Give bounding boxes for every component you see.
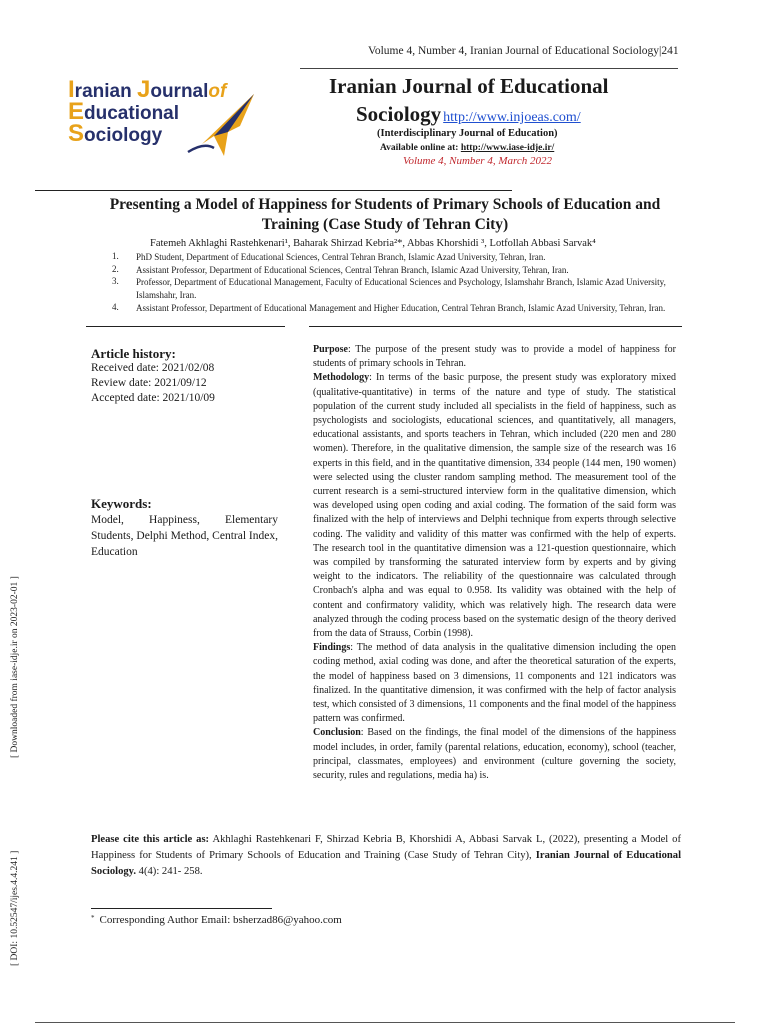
running-head: Volume 4, Number 4, Iranian Journal of Educational Sociology|241	[368, 45, 679, 57]
article-history-heading: Article history:	[91, 346, 176, 361]
journal-subtitle: (Interdisciplinary Journal of Education)	[377, 128, 558, 139]
logo-line-3: Sociology	[68, 120, 163, 147]
doi-stamp: [ DOI: 10.52547/ijes.4.4.241 ]	[10, 850, 20, 966]
methodology-label: Methodology	[313, 372, 370, 384]
abstract	[313, 343, 676, 783]
keywords-text: Model, Happiness, Elementary Students, Delphi Method, Central Index, Education	[91, 514, 278, 558]
logo-line-2: Educational	[68, 98, 180, 125]
footer-rule	[35, 1022, 735, 1023]
left-column-rule	[86, 326, 285, 327]
journal-title-line2: Sociology http://www.injoeas.com/	[356, 102, 581, 126]
conclusion-label: Conclusion	[313, 727, 361, 739]
footnote-rule	[91, 908, 272, 909]
pen-nib-icon	[184, 92, 256, 160]
logo-line-1: Iranian Journalof	[68, 76, 227, 103]
conclusion-text: : Based on the findings, the final model of the dimensions of the happiness model includes, in order, family (parental relations, education, economy), school (teacher, principal, classmates, employees) and environment (culture governing the society, security, rules and regulations, media ha) is.	[313, 727, 676, 782]
citation-pages: 4(4): 241- 258.	[136, 866, 203, 877]
purpose-label: Purpose	[313, 344, 348, 355]
available-url-link[interactable]: http://www.iase-idje.ir/	[460, 143, 555, 153]
journal-logo	[66, 76, 266, 166]
title-rule	[35, 190, 512, 191]
citation	[91, 832, 681, 880]
journal-title: Iranian Journal of Educational	[329, 74, 609, 98]
right-column-rule	[309, 326, 682, 327]
available-online: Available online at: http://www.iase-idje.ir/	[380, 143, 555, 153]
paper-title: Presenting a Model of Happiness for Students of Primary Schools of Education and Training (Case Study of Tehran City)	[109, 196, 661, 233]
received-date: Received date: 2021/02/08	[91, 362, 215, 374]
review-date: Review date: 2021/09/12	[91, 377, 207, 389]
journal-url-link[interactable]: http://www.injoeas.com/	[443, 110, 581, 125]
accepted-date: Accepted date: 2021/10/09	[91, 392, 215, 404]
findings-label: Findings	[313, 642, 351, 654]
citation-text: Akhlaghi Rastehkenari F, Shirzad Kebria B, Khorshidi A, Abbasi Sarvak L, (2022), presenting a Model of Happiness for Students of Primary Schools of Education and Training (Case Study of Tehran City),	[91, 834, 681, 861]
citation-label: Please cite this article as:	[91, 834, 210, 845]
purpose-text: : The purpose of the present study was to provide a model of happiness for students of primary schools in Tehran.	[313, 344, 676, 370]
volume-date: Volume 4, Number 4, March 2022	[403, 155, 552, 167]
corresponding-author-footnote: * Corresponding Author Email: bsherzad86@yahoo.com	[91, 914, 342, 926]
header-rule	[300, 68, 678, 69]
downloaded-stamp: [ Downloaded from iase-idje.ir on 2023-02-01 ]	[10, 576, 20, 758]
findings-text: : The method of data analysis in the qualitative dimension including the open coding method, axial coding was done, and after the theoretical saturation of the experts, the model of happiness based on 3 dimensions, 11 components and 121 indicators was finalized. In the quantitative dimension, it was confirmed with the help of factor analysis test, which consisted of 3 dimensions, 11 components and the final model of the happiness pattern was confirmed.	[313, 642, 676, 725]
citation-journal: Iranian Journal of Educational Sociology.	[91, 850, 682, 877]
keywords-heading: Keywords:	[91, 496, 152, 511]
methodology-text: : In terms of the basic purpose, the present study was exploratory mixed (qualitative-quantitative) in terms of the nature and type of study. The statistical population of the current study included all specialists in the field of happiness, such as psychologists and sociologists, educational sciences, and quantitatively, all managers, educational assistants, and sports teachers in Tehran, which included (220 men and 280 women). Therefore, in the qualitative dimension, the sample size of the research was 16 experts in this field, and in the quantitative dimension, 334 people (144 men, 190 women) were selected using the cluster random sampling method. The measurement tool of the current research is a semi-structured interview form in the qualitative dimension, which was developed using open coding and axial coding. The formation of the said form was finalized with the help of interviews and Delphi technique from experts through selective coding. The validity and validity of this matter was confirmed with the help of experts. The research tool in the quantitative dimension was a 121-question questionnaire, which was compiled by transforming the saturated interview form by experts and by giving weight to the indicators. The reliability of the questionnaire was calculated through Cronbach's alpha and was equal to 0.958. Its validity was obtained with the help of content and confirmatory validity, which was relatively high. The research data were analyzed through the coding process based on the systematic design of the theory derived from the data of Strauss, Corbin (1998).	[313, 372, 676, 640]
author-list: Fatemeh Akhlaghi Rastehkenari¹, Baharak Shirzad Kebria²*, Abbas Khorshidi ³, Lotfollah Abbasi Sarvak⁴	[150, 238, 596, 249]
